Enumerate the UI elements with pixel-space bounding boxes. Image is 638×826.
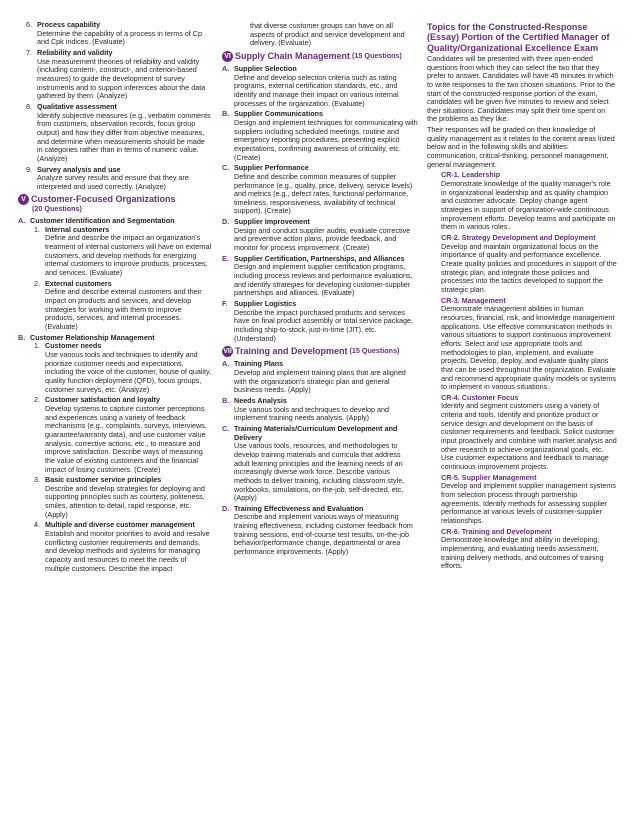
item-letter: B. <box>222 109 230 119</box>
item-title: Training Effectiveness and Evaluation <box>234 503 364 513</box>
subsection-a <box>18 217 212 332</box>
subsection-b <box>18 334 212 574</box>
cr-topic-code: CR-4. <box>441 392 460 402</box>
section-question-count: (15 Questions) <box>349 346 400 356</box>
item-description: Establish and monitor priorities to avoid and resolve conflicting customer requirements and demands, and develop methods and systems for managing capacity and resources to meet the needs of multiple customers. Describe the impact <box>45 529 210 573</box>
cr-topic-code: CR-6. <box>441 526 460 536</box>
item-number: 7. <box>26 47 32 57</box>
numbered-item <box>18 21 212 47</box>
cr-topic <box>427 297 617 392</box>
item-title: Customer satisfaction and loyalty <box>45 395 161 405</box>
item-title: Survey analysis and use <box>37 164 121 174</box>
item-letter: F. <box>222 299 228 309</box>
item-description: Describe the impact purchased products and services have on final product assembly or total service package, including ship-to-stock, just-in-time (JIT), etc. (Understand) <box>234 307 413 343</box>
item-title: External customers <box>45 278 112 288</box>
item-letter: D. <box>222 217 230 227</box>
item-title: Process capability <box>37 20 101 29</box>
lettered-item <box>222 218 418 253</box>
cr-topic-title: Supplier Management <box>461 472 537 482</box>
item-number: 9. <box>26 164 32 174</box>
item-description: Define and describe the impact an organization's treatment of internal customers will have on external customers, and develop methods for energizing internal customers to improve products, processes, and services. (Evaluate) <box>45 233 212 278</box>
item-description: Develop systems to capture customer perceptions and experiences using a variety of feedback mechanisms (e.g., complaints, surveys, interviews, guarantee/warranty data), and use customer value analysis, corrective actions, etc., to measure and improve satisfaction. Describe ways of measuring the value of existing customers and the financial impact of losing customers. (Create) <box>45 403 207 474</box>
item-description: Define and develop selection criteria such as rating programs, external certification standards, etc., and identify and manage their impact on various internal processes of the organization. (Evaluate) <box>234 72 399 108</box>
item-description: Use various tools and techniques to develop and implement training needs analysis. (Apply) <box>234 404 390 423</box>
lettered-item <box>222 255 418 298</box>
item-description: Define and describe external customers and their impact on products and services, and develop strategies for working with them to improve products, services, and internal processes. (Evaluate) <box>45 287 202 331</box>
intro-paragraph: Their responses will be graded on their knowledge of quality management as it relates to the content areas listed below and in the following skills and abilities: communication, critical-thinking, personnel management, general management. <box>427 125 615 169</box>
subsection-items <box>28 342 212 573</box>
item-letter: C. <box>222 423 230 433</box>
item-title: Needs Analysis <box>234 395 287 405</box>
section-title: Customer-Focused Organizations <box>31 194 176 205</box>
column-left <box>18 21 212 575</box>
item-description: Describe and develop strategies for deploying and supporting principles such as courtesy, politeness, smiles, attention to detail, rapid response, etc. (Apply) <box>45 483 205 519</box>
section-number-badge: VII <box>223 348 232 356</box>
item-letter: D. <box>222 503 230 513</box>
lettered-item <box>222 164 418 216</box>
section-v-header <box>18 194 212 214</box>
section-title: Supply Chain Management <box>235 51 351 62</box>
cr-topic-description: Develop and implement supplier management systems from selection process through partnership agreements. Identify methods for assessing supplier performance at various levels of customer-supplier relationships. <box>441 481 616 526</box>
intro-paragraph: Candidates will be presented with three open-ended questions from which they can select the two that they prefer to answer. Candidates will have 45 minutes in which to write responses to the two chosen situations. Prior to the start of the constructed-response portion of the exam, candidates will be given five minutes to review and select their situations. Candidates may split their time spent on the problems as they like. <box>427 53 616 124</box>
item-description: Design and implement supplier certification programs, including process reviews and performance evaluations, and identify strategies for developing customer-supplier partnerships and alliances. (Evaluate) <box>234 262 413 298</box>
column-middle <box>222 22 418 559</box>
continuation-text: that diverse customer groups can have on all aspects of product and service development and delivery. (Evaluate) <box>250 21 405 48</box>
item-description: Use various tools, resources, and methodologies to develop training materials and curricula that address adult learning principles and the learning needs of an increasingly diverse work force. Describe various methods to deliver training, including classroom style, workbooks, simulations, on-the-job, self-directed, etc. (Apply) <box>234 441 405 503</box>
cr-topic-code: CR-1. <box>441 170 460 180</box>
numbered-item <box>28 342 212 394</box>
cr-topic <box>427 474 617 526</box>
numbered-item <box>28 396 212 474</box>
cr-topic-code: CR-5. <box>441 472 460 482</box>
item-description: Develop and implement training plans that are aligned with the organization's strategic plan and general business needs. (Apply) <box>234 367 406 395</box>
training-items <box>222 360 418 556</box>
cr-topic-title: Customer Focus <box>461 392 519 402</box>
item-title: Supplier Logistics <box>234 299 297 309</box>
cr-topic-description: Develop and maintain organizational focus on the importance of quality and performance excellence. Create quality policies and procedures in support of the strategic plan, and integrate those policies and processes into the tactics developed to support the strategic plan. <box>441 241 617 294</box>
subsection-letter: A. <box>18 216 26 226</box>
lettered-item <box>222 360 418 395</box>
cr-topic-description: Identify and segment customers using a variety of criteria and tools. Identify and prioritize product or service design and development on the basis of customer requirements and feedback. Solicit customer input proactively and combine with market analysis and other research to achieve organizational goals, etc. Use customer expectations and feedback to manage continuous improvement projects. <box>441 401 617 472</box>
item-description: Define and describe common measures of supplier performance (e.g., quality, price, delivery, service levels) and metrics (e.g., defect rates, functional performance, timeliness, responsiveness, availability of technical support). (Create) <box>234 171 413 216</box>
section-vii-header <box>222 346 418 357</box>
item-number: 1. <box>34 341 40 351</box>
section-number-badge: VI <box>222 51 233 62</box>
numbered-item <box>28 521 212 573</box>
item-number: 2. <box>34 395 40 405</box>
item-description: Use measurement theories of reliability and validity (including content-, construct-, and criterion-based measures) to guide the development of survey instruments and to support inferences about the data gathered by them. (Analyze) <box>37 56 206 101</box>
item-number: 2. <box>34 278 40 288</box>
subsection-letter: B. <box>18 332 26 342</box>
item-letter: B. <box>222 395 230 405</box>
essay-intro <box>427 55 617 170</box>
essay-topics-heading: Topics for the Constructed-Response (Essay) Portion of the Certified Manager of Quality/Organizational Excellence Exam <box>427 22 610 53</box>
item-description: Determine the capability of a process in terms of Cp and Cpk indices. (Evaluate) <box>37 28 202 47</box>
cr-topic <box>427 394 617 472</box>
cr-topic-title: Strategy Development and Deployment <box>461 233 596 243</box>
item-number: 3. <box>34 475 40 485</box>
item-letter: C. <box>222 163 230 173</box>
item-title: Training Materials/Curriculum Development and Delivery <box>234 423 398 442</box>
item-description: Design and implement techniques for communicating with suppliers including scheduled meetings, routine and emergency reporting procedures, presenting explicit expectations, confirming awareness of criticality, etc. (Create) <box>234 117 418 162</box>
item-description: Design and conduct supplier audits, evaluate corrective and preventive action plans, provide feedback, and monitor for process improvement. (Create) <box>234 225 411 253</box>
numbered-item <box>18 103 212 164</box>
cr-topic <box>427 528 617 571</box>
item-number: 4. <box>34 520 40 530</box>
item-description: Analyze survey results and ensure that they are interpreted and used correctly. (Analyze) <box>37 173 189 191</box>
section-vi-header <box>222 51 418 62</box>
numbered-item <box>18 166 212 192</box>
lettered-item <box>222 425 418 503</box>
section-number-badge: V <box>18 194 29 205</box>
section-title: Training and Development <box>235 346 348 357</box>
supply-chain-items <box>222 65 418 343</box>
item-title: Basic customer service principles <box>45 475 162 485</box>
subsection-items <box>28 226 212 332</box>
section-question-count: (15 Questions) <box>352 51 402 61</box>
section-question-count: (20 Questions) <box>32 204 82 214</box>
item-title: Internal customers <box>45 224 110 234</box>
cr-topic-title: Management <box>461 295 506 305</box>
cr-topic-title: Training and Development <box>461 526 552 536</box>
item-title: Supplier Improvement <box>234 217 310 227</box>
cr-topic-title: Leadership <box>461 170 501 180</box>
item-title: Supplier Communications <box>234 109 324 119</box>
subsection-title: Customer Identification and Segmentation <box>30 216 175 226</box>
item-title: Supplier Performance <box>234 163 309 173</box>
lettered-item <box>222 300 418 343</box>
cr-topic-description: Demonstrate management abilities in human resources, financial, risk, and knowledge management applications. Use effective communication methods in various situations to support continuous improvement efforts. Select and use appropriate tools and methodologies to plan, implement, and evaluate projects. Develop, deploy, and evaluate quality plans that can be used throughout the organization. Evaluate and recommend appropriate quality models or systems to implement in various situations. <box>441 304 616 392</box>
item-title: Supplier Certification, Partnerships, and Alliances <box>234 253 405 263</box>
item-description: Describe and implement various ways of measuring training effectiveness, including customer feedback from training sessions, end-of-course test results, on-the-job behavior/performance change, departmental or area performance improvements. (Apply) <box>234 512 413 557</box>
item-title: Multiple and diverse customer management <box>45 520 195 530</box>
item-title: Reliability and validity <box>37 47 113 57</box>
numbered-item <box>18 49 212 101</box>
item-letter: A. <box>222 63 230 73</box>
cr-topic <box>427 234 617 295</box>
item-title: Qualitative assessment <box>37 101 117 111</box>
cr-topic <box>427 171 617 232</box>
column-right <box>427 22 617 573</box>
item-description: Use various tools and techniques to identify and prioritize customer needs and expectations, including the voice of the customer, house of quality, quality function deployment (QFD), focus groups, customer surveys, etc. (Analyze) <box>45 349 212 394</box>
cr-topic-code: CR-2. <box>441 233 460 243</box>
item-number: 1. <box>34 224 40 234</box>
item-number: 8. <box>26 101 32 111</box>
numbered-item <box>28 280 212 332</box>
cr-topic-description: Demonstrate knowledge of the quality manager's role in organizational leadership and as quality champion and customer advocate. Deploy change agent strategies in support of organization-wide continuous improvement efforts. Develop teams and participate on them in various roles. <box>441 179 616 232</box>
lettered-item <box>222 505 418 557</box>
item-letter: E. <box>222 253 229 263</box>
numbered-item <box>28 226 212 278</box>
item-number: 6. <box>26 20 32 29</box>
subsection-title: Customer Relationship Management <box>30 332 155 342</box>
numbered-item <box>28 476 212 519</box>
item-letter: A. <box>222 359 230 369</box>
item-description: Identify subjective measures (e.g., verbatim comments from customers, observation records, focus group output) and how they differ from objective measures, and determine when measurements should be made in categories rather than in terms of numeric value. (Analyze) <box>37 110 211 163</box>
process-items-list <box>18 21 212 191</box>
lettered-item <box>222 110 418 162</box>
item-title: Supplier Selection <box>234 63 297 73</box>
cr-topic-code: CR-3. <box>441 295 460 305</box>
cr-topics-list <box>427 171 617 571</box>
lettered-item <box>222 397 418 423</box>
cr-topic-description: Demonstrate knowledge and ability in developing, implementing, and evaluating needs assessment, training delivery methods, and outcomes of training efforts. <box>441 535 604 571</box>
item-title: Customer needs <box>45 341 102 351</box>
lettered-item <box>222 65 418 108</box>
item-title: Training Plans <box>234 359 284 369</box>
